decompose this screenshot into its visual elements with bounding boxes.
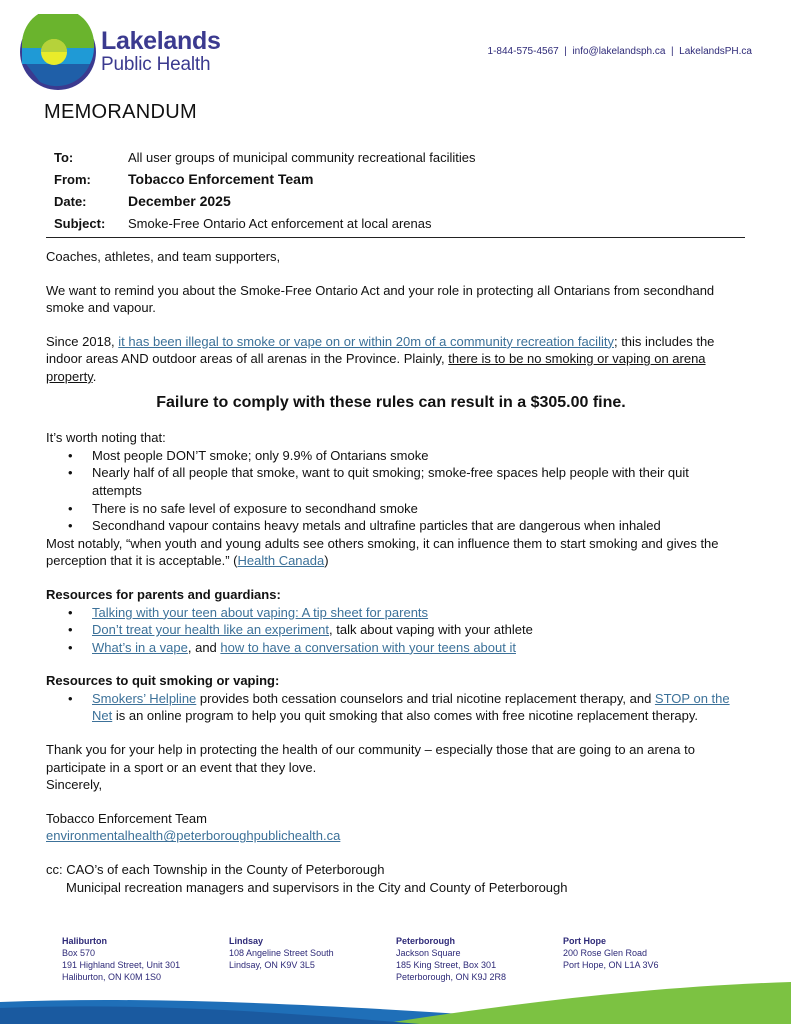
office-line: Port Hope, ON L1A 3V6 xyxy=(563,960,659,970)
experiment-link[interactable]: Don’t treat your health like an experiment xyxy=(92,622,330,638)
text: ) xyxy=(324,553,329,569)
whats-in-a-vape-link[interactable]: What’s in a vape xyxy=(92,639,188,655)
list-item: • There is no safe level of exposure to secondhand smoke xyxy=(46,500,736,518)
list-item xyxy=(46,621,736,639)
noting-intro: It’s worth noting that: xyxy=(46,430,166,446)
memo-body xyxy=(46,248,736,896)
office-line: 108 Angeline Street South xyxy=(229,948,334,958)
office-town: Port Hope xyxy=(563,936,607,946)
list-item xyxy=(46,639,736,657)
separator: | xyxy=(564,46,567,57)
quit-resources-list xyxy=(46,690,736,725)
office-line: Jackson Square xyxy=(396,948,461,958)
office-town: Lindsay xyxy=(229,936,264,946)
office-line: Lindsay, ON K9V 3L5 xyxy=(229,960,315,970)
field-label: To: xyxy=(54,149,74,165)
text: Most notably, “when youth and young adults see others smoking, it can influence them to start smoking and gives the perception that it is acceptable.” ( xyxy=(46,535,719,569)
intro-paragraph: We want to remind you about the Smoke-Free Ontario Act and your role in protecting all Ontarians from secondhand smoke and vapour. xyxy=(46,282,715,316)
cc-line-2: Municipal recreation managers and supervisors in the City and County of Peterborough xyxy=(66,879,568,895)
separator: | xyxy=(671,46,674,57)
health-canada-link[interactable]: Health Canada xyxy=(237,553,325,569)
list-item xyxy=(46,604,736,622)
list-item: • Nearly half of all people that smoke, want to quit smoking; smoke-free spaces help people with their quit attempts xyxy=(46,464,736,499)
phone-number: 1-844-575-4567 xyxy=(487,46,559,57)
brand-line1: Lakelands xyxy=(101,27,221,55)
office-line: 200 Rose Glen Road xyxy=(563,948,648,958)
contact-bar xyxy=(488,46,752,57)
text: provides both cessation counselors and trial nicotine replacement therapy, and xyxy=(196,690,655,706)
brand-wordmark xyxy=(101,28,221,75)
conversation-link[interactable]: how to have a conversation with your teens about it xyxy=(220,639,516,655)
office-line: 185 King Street, Box 301 xyxy=(396,960,497,970)
office-line: Peterborough, ON K9J 2R8 xyxy=(396,972,507,982)
smokers-helpline-link[interactable]: Smokers’ Helpline xyxy=(92,690,197,706)
memo-to-row xyxy=(46,146,745,168)
memo-date-row xyxy=(46,190,745,212)
parents-resources-list xyxy=(46,604,736,657)
list-item: • Secondhand vapour contains heavy metals and ultrafine particles that are dangerous when inhaled xyxy=(46,517,736,535)
text: is an online program to help you quit smoking that also comes with free nicotine replacement therapy. xyxy=(112,708,699,724)
parents-heading: Resources for parents and guardians: xyxy=(46,586,281,602)
footer-wave-decoration xyxy=(0,972,791,1024)
text: ; this includes the indoor areas AND outdoor areas of all arenas in the Province. Plainly, xyxy=(46,333,715,367)
email-link[interactable]: info@lakelandsph.ca xyxy=(572,46,666,57)
greeting: Coaches, athletes, and team supporters, xyxy=(46,249,281,264)
office-line: Box 570 xyxy=(62,948,96,958)
field-value: December 2025 xyxy=(128,193,231,209)
text: . xyxy=(92,368,97,384)
quit-heading: Resources to quit smoking or vaping: xyxy=(46,673,280,689)
memo-title: MEMORANDUM xyxy=(44,101,197,123)
no-smoking-underlined: there is to be no smoking or vaping on arena property xyxy=(46,351,706,384)
text: , and xyxy=(187,639,221,655)
office-town: Peterborough xyxy=(396,936,456,946)
sincerely: Sincerely, xyxy=(46,777,103,793)
office-line: Haliburton, ON K0M 1S0 xyxy=(62,972,162,982)
field-label: From: xyxy=(54,171,91,187)
memo-header-table xyxy=(46,146,745,238)
field-label: Subject: xyxy=(54,215,106,231)
memo-from-row xyxy=(46,168,745,190)
notably-paragraph xyxy=(46,535,736,570)
thanks-paragraph: Thank you for your help in protecting the health of our community – especially those that are going to an arena to participate in a sport or an event that they love. xyxy=(46,742,695,775)
brand-line2: Public Health xyxy=(101,54,211,75)
cc-line-1: cc: CAO’s of each Township in the County of Peterborough xyxy=(46,862,385,878)
lakelands-logo-icon xyxy=(20,14,100,90)
signature-email xyxy=(46,827,736,845)
list-item: • Most people DON’T smoke; only 9.9% of Ontarians smoke xyxy=(46,447,736,465)
stop-on-the-net-link[interactable]: STOP on the Net xyxy=(92,690,730,724)
memo-subject-row xyxy=(46,212,745,234)
list-item xyxy=(46,690,736,725)
text: Since 2018, xyxy=(46,333,119,349)
signature-team: Tobacco Enforcement Team xyxy=(46,810,207,826)
field-value: All user groups of municipal community recreational facilities xyxy=(128,149,476,165)
field-value: Tobacco Enforcement Team xyxy=(128,171,314,187)
fine-warning: Failure to comply with these rules can result in a $305.00 fine. xyxy=(156,393,626,411)
illegal-facility-link[interactable]: it has been illegal to smoke or vape on or within 20m of a community recreation facility xyxy=(118,333,614,349)
office-town: Haliburton xyxy=(62,936,107,946)
facts-list xyxy=(46,447,736,535)
field-label: Date: xyxy=(54,193,87,209)
website-link[interactable]: LakelandsPH.ca xyxy=(679,46,752,57)
teen-vaping-tip-sheet-link[interactable]: Talking with your teen about vaping: A tip sheet for parents xyxy=(92,604,429,620)
field-value: Smoke-Free Ontario Act enforcement at local arenas xyxy=(128,215,432,231)
text: , talk about vaping with your athlete xyxy=(329,622,533,638)
law-paragraph xyxy=(46,333,736,386)
environmental-health-email-link[interactable]: environmentalhealth@peterboroughpublichealth.ca xyxy=(46,828,341,844)
office-line: 191 Highland Street, Unit 301 xyxy=(62,960,181,970)
